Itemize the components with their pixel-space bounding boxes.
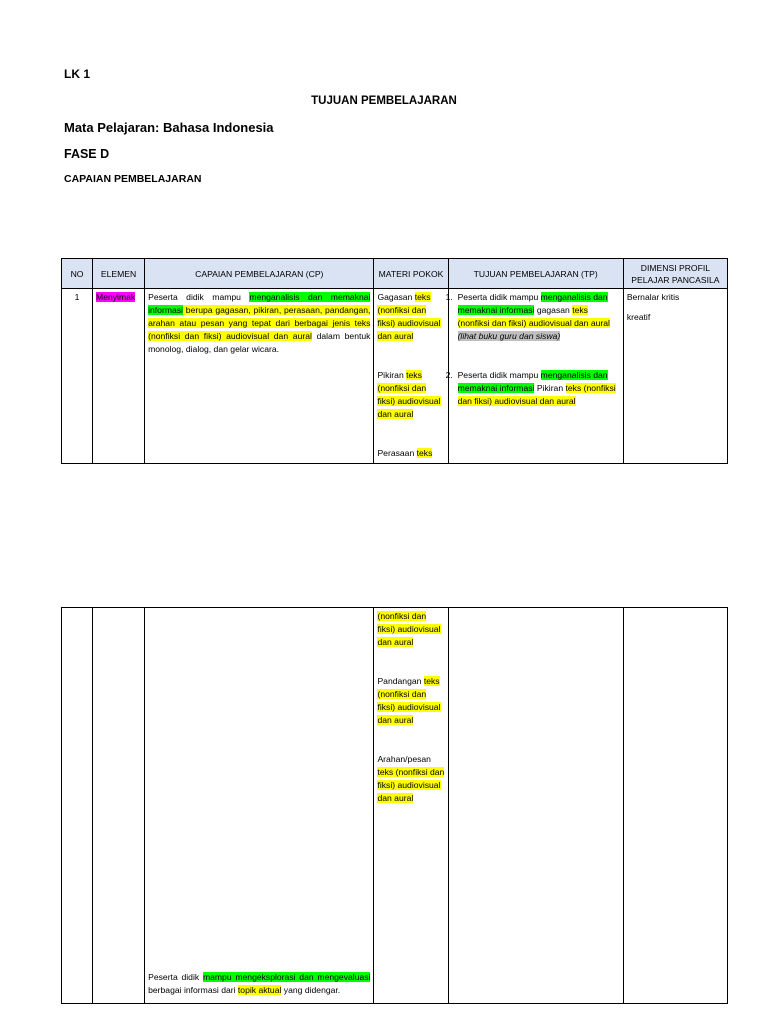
column-header-elemen: ELEMEN <box>93 259 145 289</box>
materi-highlight: teks (nonfiksi dan fiksi) audiovisual dan aural <box>377 292 441 341</box>
subject-line: Mata Pelajaran: Bahasa Indonesia <box>64 120 274 135</box>
materi-word: Gagasan <box>377 292 415 302</box>
materi-highlight: teks (nonfiksi dan fiksi) audiovisual dan aural <box>377 767 445 803</box>
cp-text: Peserta didik <box>148 972 203 982</box>
materi-item-pikiran <box>377 369 444 421</box>
column-header-materi: MATERI POKOK <box>374 259 448 289</box>
materi-highlight: teks <box>416 448 433 458</box>
materi-word: Arahan/pesan <box>377 754 431 764</box>
dimensi-item: kreatif <box>626 312 651 322</box>
cp-cell <box>145 289 374 464</box>
document-title: TUJUAN PEMBELAJARAN <box>311 95 457 107</box>
tp-note: (lihat buku guru dan siswa) <box>457 331 561 341</box>
dimensi-cell <box>623 608 727 1004</box>
materi-word: Perasaan <box>377 448 417 458</box>
cp-text: Peserta didik mampu <box>148 292 250 302</box>
column-header-tp: TUJUAN PEMBELAJARAN (TP) <box>448 259 623 289</box>
tp-highlight-yellow: teks (nonfiksi dan fiksi) audiovisual dan aural <box>457 383 616 406</box>
element-cell <box>93 608 145 1004</box>
tp-highlight-yellow: teks (nonfiksi dan fiksi) audiovisual dan aural <box>457 305 610 328</box>
column-header-no: NO <box>62 259 93 289</box>
cp-text-end: dalam bentuk monolog, dialog, dan gelar wicara. <box>148 331 371 354</box>
materi-item-arahan <box>377 753 444 805</box>
tp-cell <box>445 289 623 464</box>
materi-cell <box>374 289 448 464</box>
tp-highlight-green: menganalisis dan memaknai informasi <box>457 292 608 315</box>
tp-number: 2. <box>445 370 453 380</box>
materi-highlight: (nonfiksi dan fiksi) audiovisual dan aural <box>377 611 441 647</box>
tp-item-2 <box>445 369 620 408</box>
learning-objectives-table <box>61 258 728 464</box>
dimensi-cell <box>623 289 727 464</box>
cp-cell <box>145 608 374 1004</box>
table-header-row <box>62 259 728 289</box>
tp-text: gagasan <box>534 305 573 315</box>
tp-cell <box>448 608 623 1004</box>
column-header-dimensi: DIMENSI PROFIL PELAJAR PANCASILA <box>623 259 727 289</box>
materi-item-gagasan <box>377 291 444 343</box>
tp-highlight-green: menganalisis dan memaknai informasi <box>457 370 608 393</box>
materi-cell <box>374 608 448 1004</box>
section-heading: CAPAIAN PEMBELAJARAN <box>64 173 202 185</box>
tp-text: Pikiran <box>534 383 566 393</box>
tp-text: Peserta didik mampu <box>457 370 541 380</box>
row-number <box>62 608 93 1004</box>
dimensi-item: Bernalar kritis <box>626 292 680 302</box>
materi-item-perasaan <box>377 447 444 460</box>
cp-highlight-green: menganalisis dan memaknai informasi <box>148 292 371 315</box>
table-row <box>62 608 728 1004</box>
learning-objectives-table-continued <box>61 607 728 1004</box>
cp-text-end: yang didengar. <box>281 985 341 995</box>
cp-highlight-yellow: topik aktual <box>237 985 282 995</box>
materi-item-perasaan-cont <box>377 610 444 649</box>
column-header-cp: CAPAIAN PEMBELAJARAN (CP) <box>145 259 374 289</box>
materi-word: Pandangan <box>377 676 424 686</box>
table-row <box>62 289 728 464</box>
materi-highlight: teks (nonfiksi dan fiksi) audiovisual dan aural <box>377 370 441 419</box>
tp-item-1 <box>445 291 620 343</box>
element-text: Menyimak <box>96 292 136 302</box>
element-cell <box>93 289 145 464</box>
tp-text: Peserta didik mampu <box>457 292 541 302</box>
materi-item-pandangan <box>377 675 444 727</box>
cp-highlight-yellow: berupa gagasan, pikiran, perasaan, pandangan, arahan atau pesan yang tepat dari berbagai jenis teks (nonfiksi dan fiksi) audiovisual dan aural <box>148 305 371 341</box>
phase-line: FASE D <box>64 147 110 161</box>
cp-highlight-green: mampu mengeksplorasi dan mengevaluasi <box>202 972 371 982</box>
materi-highlight: teks (nonfiksi dan fiksi) audiovisual dan aural <box>377 676 441 725</box>
cp-text: berbagai informasi dari <box>148 985 238 995</box>
document-label: LK 1 <box>64 67 91 81</box>
tp-number: 1. <box>445 292 453 302</box>
materi-word: Pikiran <box>377 370 407 380</box>
row-number: 1 <box>62 289 93 464</box>
cp-text-block <box>148 971 370 997</box>
